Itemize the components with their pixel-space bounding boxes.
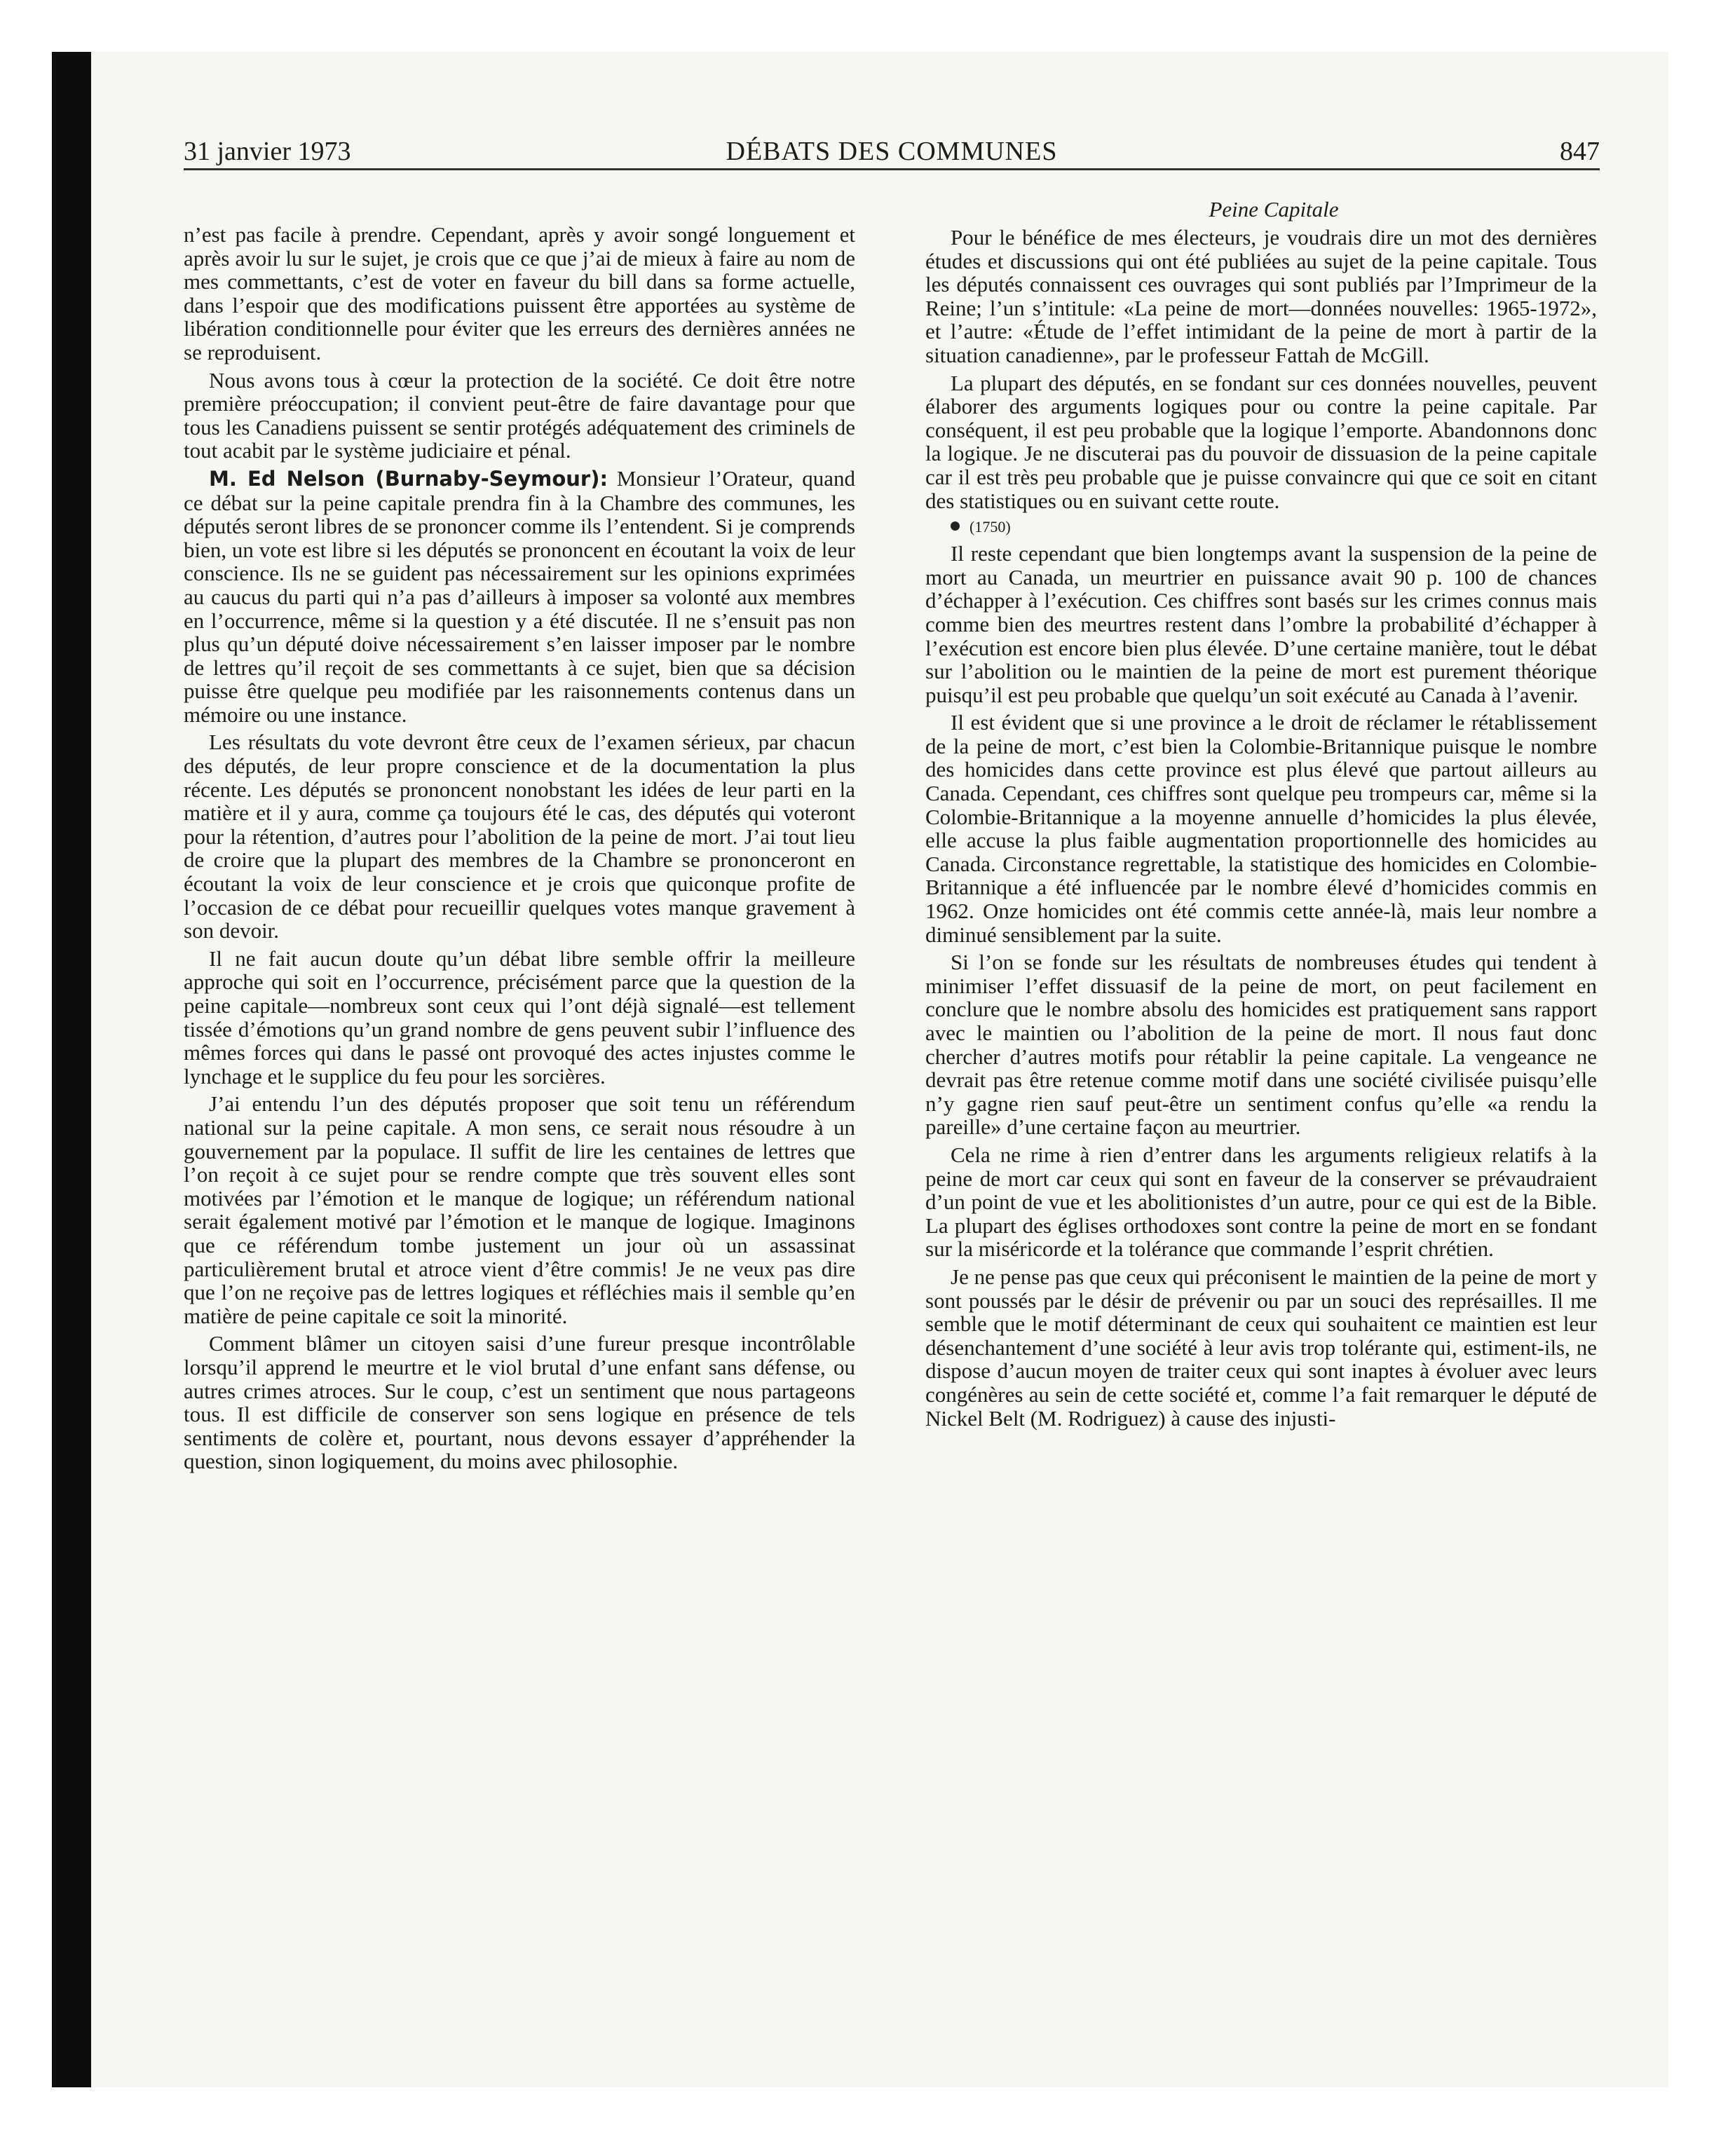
- scanner-bottom-margin: [52, 2087, 1668, 2156]
- left-column: [184, 223, 855, 1478]
- bullet-icon: [951, 521, 960, 531]
- paragraph: Je ne pense pas que ceux qui préconisent le maintien de la peine de mort y sont poussés par le désir de prévenir ou par un souci des représailles. Il me semble que le motif déterminant de ceux qui souhaitent ce maintien est leur désenchantement d’une société à leur avis trop tolérante qui, estiment-ils, ne dispose d’aucun moyen de traiter ceux qui sont inaptes à évoluer avec leurs congénères au sein de cette société et, comme l’a fait remarquer le député de Nickel Belt (M. Rodriguez) à cause des injusti-: [925, 1264, 1597, 1431]
- header-rule: [184, 168, 1600, 170]
- page-number: 847: [1560, 137, 1600, 166]
- running-head: [184, 133, 1600, 170]
- speech-text: Monsieur l’Orateur, quand ce débat sur la peine capitale prendra fin à la Chambre des communes, les députés seront libres de se prononcer comme ils l’entendent. Si je comprends bien, un vote est libre si les députés se prononcent en écoutant la voix de leur conscience. Ils ne se guident pas nécessairement sur les opinions exprimées au caucus du parti qui n’a pas d’ailleurs à imposer sa volonté aux membres en l’occurrence, même si la question y a été discutée. Il ne s’ensuit pas non plus qu’un député doive nécessairement s’en laisser imposer par le nombre de lettres qu’il reçoit de ses commettants à ce sujet, bien que sa décision puisse être quelque peu modifiée par les raisonnements contenus dans un mémoire ou une instance.: [184, 465, 855, 727]
- paragraph: n’est pas facile à prendre. Cependant, après y avoir songé longuement et après avoir lu sur le sujet, je crois que ce que j’ai de mieux à faire au nom de mes commettants, c’est de voter en faveur du bill dans sa forme actuelle, dans l’espoir que des modifications puissent être apportées au système de libération conditionnelle pour éviter que les erreurs des dernières années ne se reproduisent.: [184, 222, 855, 364]
- paragraph: Comment blâmer un citoyen saisi d’une fureur presque incontrôlable lorsqu’il apprend le meurtre et le viol brutal d’une enfant sans défense, ou autres crimes atroces. Sur le coup, c’est un sentiment que nous partageons tous. Il est difficile de conserver son sens logique en présence de tels sentiments de colère et, pourtant, nous devons essayer d’appréhender la question, sinon logiquement, du moins avec philosophie.: [184, 1331, 855, 1474]
- paragraph: Il ne fait aucun doute qu’un débat libre semble offrir la meilleure approche qui soit en l’occurrence, précisément parce que la question de la peine capitale—nombreux sont ceux qui l’ont déjà signalé—est tellement tissée d’émotions qu’un grand nombre de gens peuvent subir l’influence des mêmes forces qui dans le passé ont provoqué des actes injustes comme le lynchage et le supplice du feu pour les sorcières.: [184, 946, 855, 1089]
- paragraph: Cela ne rime à rien d’entrer dans les arguments religieux relatifs à la peine de mort car ceux qui sont en faveur de la conserver se prévaudraient d’un point de vue et les abolitionistes d’un autre, pour ce qui est de la Bible. La plupart des églises orthodoxes sont contre la peine de mort en se fondant sur la miséricorde et la tolérance que commande l’esprit chrétien.: [925, 1142, 1597, 1262]
- binding-shadow: [52, 52, 91, 2087]
- header-title: DÉBATS DES COMMUNES: [726, 137, 1058, 166]
- speaker-name: M. Ed Nelson (Burnaby-Seymour):: [209, 466, 608, 491]
- paragraph: Il reste cependant que bien longtemps avant la suspension de la peine de mort au Canada, un meurtrier en puissance avait 90 p. 100 de chances d’échapper à l’exécution. Ces chiffres sont basés sur les crimes connus mais comme bien des meurtres restent dans l’ombre la probabilité d’échapper à l’exécution est encore bien plus élevée. D’une certaine manière, tout le débat sur l’abolition ou le maintien de la peine de mort est purement théorique puisqu’il est peu probable que quelqu’un soit exécuté au Canada à l’avenir.: [925, 541, 1597, 707]
- header-date: 31 janvier 1973: [184, 137, 351, 166]
- section-heading: Peine Capitale: [1209, 197, 1339, 221]
- paragraph: La plupart des députés, en se fondant sur ces données nouvelles, peuvent élaborer des arguments logiques pour ou contre la peine capitale. Par conséquent, il est peu probable que la logique l’emporte. Abandonnons donc la logique. Je ne discuterai pas du pouvoir de dissuasion de la peine capitale car il est très peu probable que je puisse convaincre qui que ce soit en citant des statistiques ou en suivant cette route.: [925, 370, 1597, 513]
- speech-paragraph: [184, 467, 855, 727]
- paragraph: Il est évident que si une province a le droit de réclamer le rétablissement de la peine de mort, c’est bien la Colombie-Britannique puisque le nombre des homicides dans cette province est plus élevé que partout ailleurs au Canada. Cependant, ces chiffres sont quelque peu trompeurs car, même si la Colombie-Britannique a la moyenne annuelle d’homicides la plus élevée, elle accuse la plus faible augmentation proportionnelle des homicides au Canada. Circonstance regrettable, la statistique des homicides en Colombie-Britannique a été influencée par le nombre élevé d’homicides commis en 1962. Onze homicides ont été commis cette année-là, mais leur nombre a diminué sensiblement par la suite.: [925, 710, 1597, 947]
- paragraph: Pour le bénéfice de mes électeurs, je voudrais dire un mot des dernières études et discussions qui ont été publiées au sujet de la peine capitale. Tous les députés connaissent ces ouvrages qui sont publiés par l’Imprimeur de la Reine; l’un s’intitule: «La peine de mort—données nouvelles: 1965-1972», et l’autre: «Étude de l’effet intimidant de la peine de mort à partir de la situation canadienne», par le professeur Fattah de McGill.: [925, 225, 1597, 367]
- scanner-margin: [0, 0, 1735, 52]
- time-marker: [925, 517, 1597, 538]
- right-column: [925, 198, 1597, 1434]
- paragraph: Nous avons tous à cœur la protection de la société. Ce doit être notre première préoccupation; il convient peut-être de faire davantage pour que tous les Canadiens puissent se sentir protégés adéquatement des criminels de tout acabit par le système judiciaire et pénal.: [184, 367, 855, 463]
- paragraph: Les résultats du vote devront être ceux de l’examen sérieux, par chacun des députés, de leur propre conscience et de la documentation la plus récente. Les députés se prononcent nonobstant les idées de leur parti en la matière et il y aura, comme ça toujours été le cas, des députés qui voteront pour la rétention, d’autres pour l’abolition de la peine de mort. J’ai tout lieu de croire que la plupart des membres de la Chambre se prononceront en écoutant la voix de leur conscience et je crois que quiconque profite de l’occasion de ce débat pour recueillir quelques votes manque gravement à son devoir.: [184, 730, 855, 943]
- paragraph: J’ai entendu l’un des députés proposer que soit tenu un référendum national sur la peine capitale. A mon sens, ce serait nous résoudre à un gouvernement par la populace. Il suffit de lire les centaines de lettres que l’on reçoit à ce sujet pour se rendre compte que très souvent elles sont motivées par l’émotion et le manque de logique; un référendum national serait également motivé par l’émotion et le manque de logique. Imaginons que ce référendum tombe justement un jour où un assassinat particulièrement brutal et atroce vient d’être commis! Je ne veux pas dire que l’on ne reçoive pas de lettres logiques et réfléchies mais il semble qu’en matière de peine capitale ce soit la minorité.: [184, 1091, 855, 1328]
- time-stamp: (1750): [969, 518, 1011, 536]
- paragraph: Si l’on se fonde sur les résultats de nombreuses études qui tendent à minimiser l’effet dissuasif de la peine de mort, on peut facilement en conclure que le nombre absolu des homicides est pratiquement sans rapport avec le maintien ou l’abolition de la peine de mort. Il nous faut donc chercher d’autres motifs pour rétablir la peine capitale. La vengeance ne devrait pas être retenue comme motif dans une société civilisée puisqu’elle n’y gagne rien sauf peut-être un sentiment confus qu’elle «a rendu la pareille» d’une certaine façon au meurtrier.: [925, 950, 1597, 1140]
